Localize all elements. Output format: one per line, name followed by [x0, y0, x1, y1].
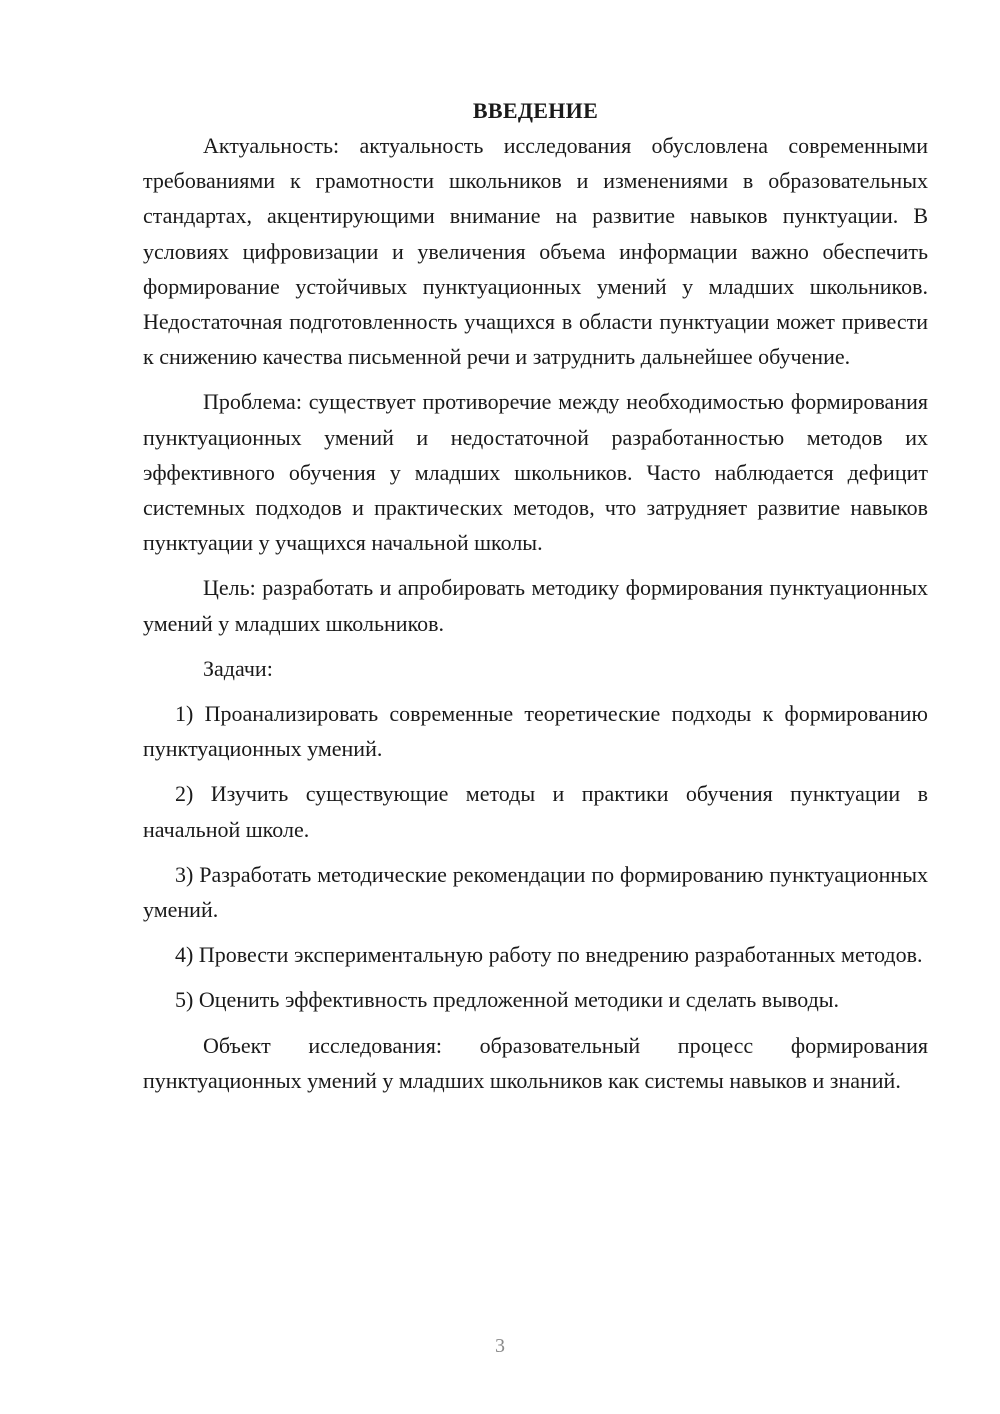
task-item: 1) Проанализировать современные теоретические подходы к формированию пунктуационных умений. [143, 701, 928, 762]
section-heading: ВВЕДЕНИЕ [472, 98, 599, 123]
object-paragraph: Объект исследования: образовательный процесс формирования пунктуационных умений у младших школьников как системы навыков и знаний. [143, 1032, 928, 1093]
page-content [143, 93, 928, 1108]
problem-paragraph: Проблема: существует противоречие между необходимостью формирования пунктуационных умений и недостаточной разработанностью методов их эффективного обучения у младших школьников. Часто наблюдается дефицит системных подходов и практических методов, что затрудняет развитие навыков пунктуации у учащихся начальной школы. [143, 389, 928, 556]
page-number: 3 [495, 1335, 505, 1357]
task-item: 5) Оценить эффективность предложенной методики и сделать выводы. [175, 987, 840, 1013]
task-item: 3) Разработать методические рекомендации по формированию пунктуационных умений. [143, 861, 928, 923]
relevance-paragraph: Актуальность: актуальность исследования обусловлена современными требованиями к грамотности школьников и изменениями в образовательных стандартах, акцентирующими внимание на развитие навыков пунктуации. В условиях цифровизации и увеличения объема информации важно обеспечить формирование устойчивых пунктуационных умений у младших школьников. Недостаточная подготовленность учащихся в области пунктуации может привести к снижению качества письменной речи и затруднить дальнейшее обучение. [143, 133, 928, 370]
tasks-label: Задачи: [203, 655, 273, 681]
task-item: 4) Провести экспериментальную работу по внедрению разработанных методов. [175, 942, 923, 968]
task-item: 2) Изучить существующие методы и практики обучения пунктуации в начальной школе. [143, 781, 928, 842]
goal-paragraph: Цель: разработать и апробировать методику формирования пунктуационных умений у младших школьников. [143, 575, 928, 636]
